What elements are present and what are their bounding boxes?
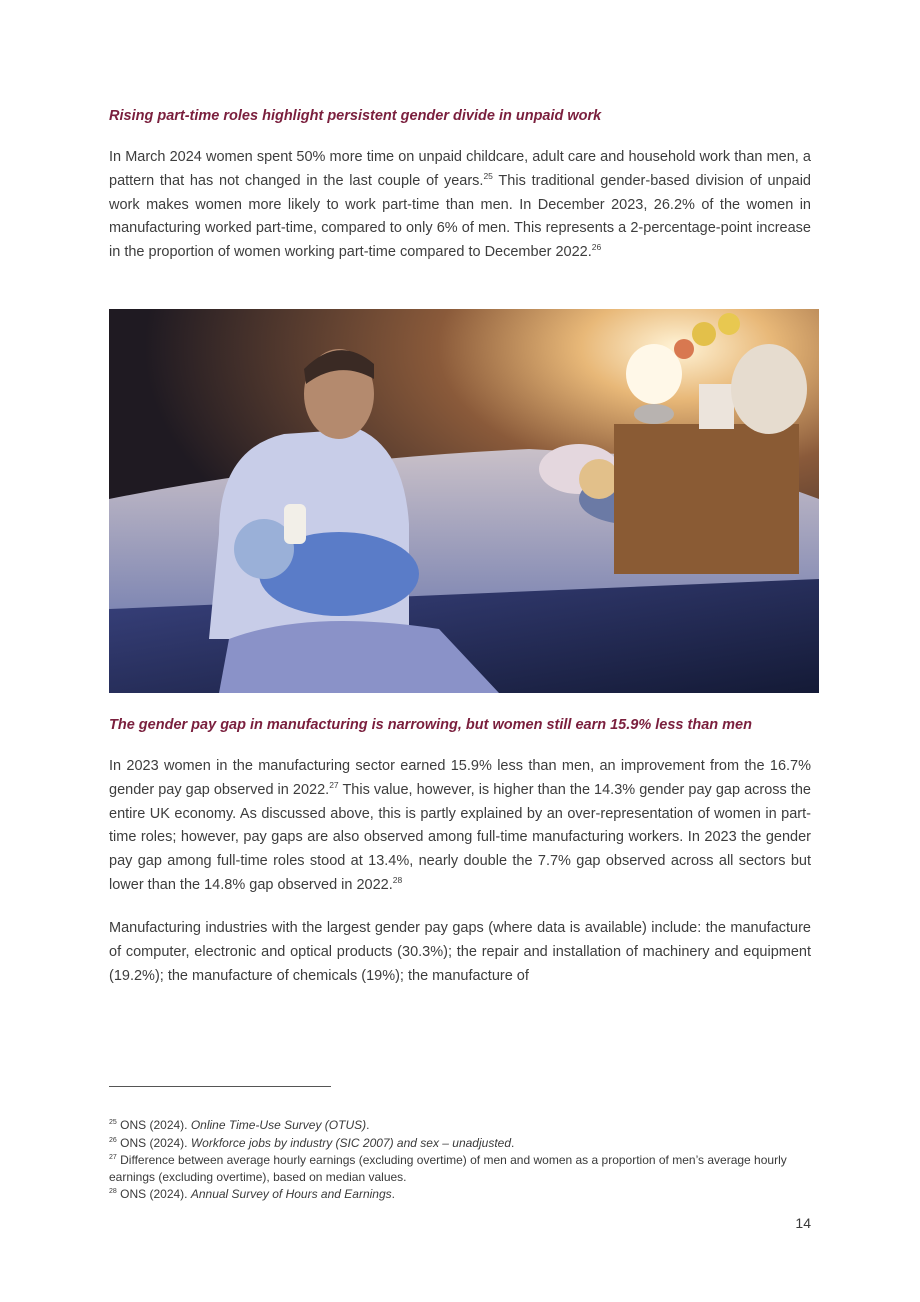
- paragraph-text: This value, however, is higher than the 14.3% gender pay gap across the entire UK economy. As discussed above, this is partly explained by an over-representation of women in part-time roles; however, pay gaps are also observed among full-time manufacturing workers. In 2023 the gender pay gap among full-time roles stood at 13.4%, nearly double the 7.7% gap observed across all sectors but lower than the 14.8% gap observed in 2022.: [109, 781, 811, 893]
- footnote-text: ONS (2024).: [120, 1118, 191, 1132]
- footnote-number: 26: [109, 1136, 117, 1144]
- footnote-divider: [109, 1086, 331, 1087]
- footnote-number: 27: [109, 1154, 117, 1161]
- footnote-text: Difference between average hourly earnings (excluding overtime) of men and women as a proportion of men’s average hourly earnings (excluding overtime), based on median values.: [109, 1153, 787, 1184]
- section-heading-unpaid-work: Rising part-time roles highlight persistent gender divide in unpaid work: [109, 108, 602, 124]
- footnote-number: 25: [109, 1119, 117, 1126]
- footnote-25: [109, 1117, 809, 1134]
- footnote-title[interactable]: Workforce jobs by industry (SIC 2007) and sex – unadjusted: [190, 1135, 512, 1150]
- footnote-end: .: [366, 1118, 370, 1132]
- footnote-title[interactable]: Online Time-Use Survey (OTUS): [190, 1118, 367, 1132]
- footnote-ref[interactable]: 28: [392, 875, 403, 886]
- footnote-ref[interactable]: 25: [483, 170, 493, 181]
- paragraph-industries: Manufacturing industries with the largest gender pay gaps (where data is available) include: the manufacture of computer, electronic and optical products (30.3%); the repair and installation of machinery and equipment (19.2%); the manufacture of chemicals (19%); the manufacture of: [109, 920, 811, 984]
- footnote-end: .: [391, 1187, 395, 1201]
- paragraph-text: In March 2024 women spent 50% more time on unpaid childcare, adult care and household work than men, a pattern that has not changed in the last couple of years.: [109, 149, 811, 189]
- footnotes: [109, 1117, 809, 1204]
- footnote-ref[interactable]: 27: [329, 779, 339, 790]
- paragraph-text: In 2023 women in the manufacturing sector earned 15.9% less than men, an improvement from the 16.7% gender pay gap observed in 2022.: [109, 758, 811, 798]
- footnote-end: .: [511, 1135, 515, 1150]
- footnote-number: 28: [109, 1188, 117, 1195]
- footnote-26: [109, 1135, 809, 1152]
- section-heading-pay-gap: The gender pay gap in manufacturing is narrowing, but women still earn 15.9% less than men: [109, 717, 752, 733]
- footnote-ref[interactable]: 26: [591, 242, 602, 253]
- footnote-27: [109, 1152, 809, 1185]
- photo-father-feeding-baby: [109, 309, 819, 693]
- footnote-text: ONS (2024).: [120, 1187, 191, 1201]
- page-number: 14: [795, 1215, 811, 1231]
- paragraph-unpaid-work: [109, 146, 811, 265]
- paragraph-text: This traditional gender-based division of unpaid work makes women more likely to work part-time than men. In December 2023, 26.2% of the women in manufacturing worked part-time, compared to only 6% of men. This represents a 2-percentage-point increase in the proportion of women working part-time compared to December 2022.: [109, 172, 811, 261]
- footnote-title[interactable]: Annual Survey of Hours and Earnings: [190, 1187, 392, 1201]
- footnote-28: [109, 1186, 809, 1203]
- paragraph-pay-gap: [109, 755, 811, 898]
- footnote-text: ONS (2024).: [120, 1135, 191, 1150]
